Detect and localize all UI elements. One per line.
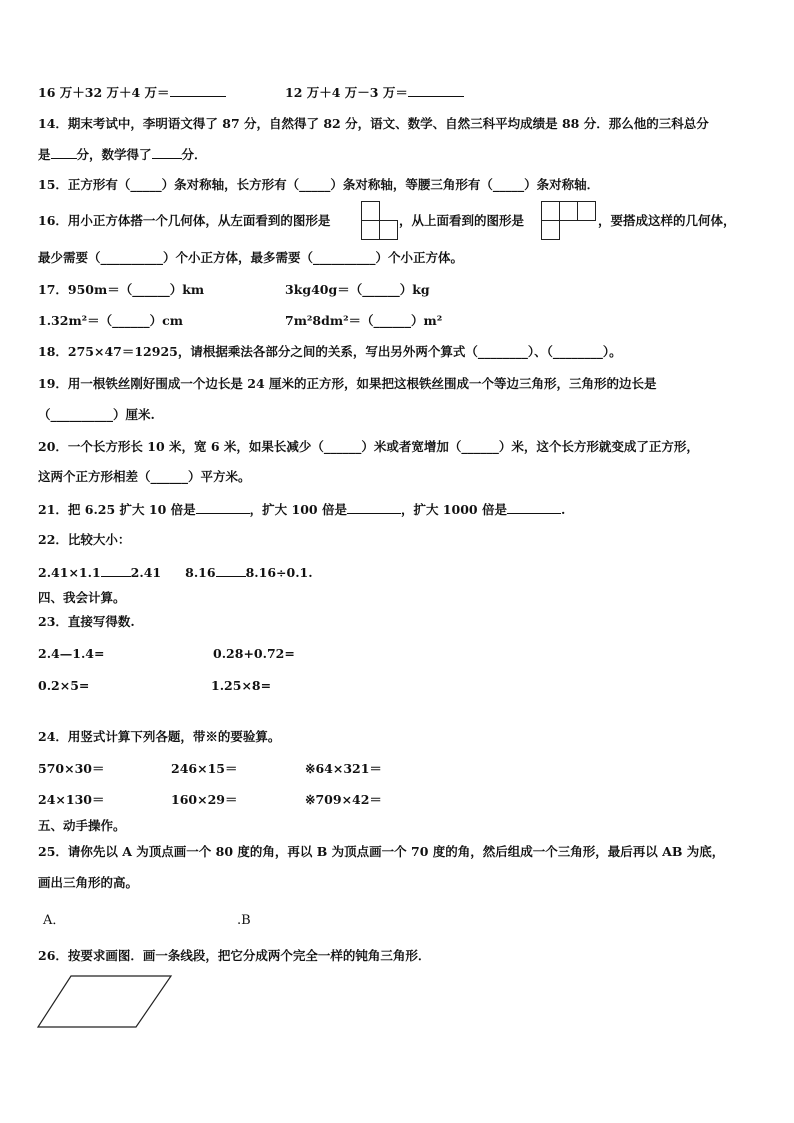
question-20-line1: 20．一个长方形长 10 米，宽 6 米，如果长减少（______）米或者宽增加（______）米，这个长方形就变成了正方形，	[38, 439, 699, 454]
question-22-comparisons	[38, 564, 313, 581]
q22-right-a: 2.41	[130, 565, 162, 580]
q14-text-mid: 分，数学得了	[76, 147, 152, 162]
question-14-line2	[38, 146, 207, 163]
top-view-square	[559, 201, 578, 221]
top-expression-b-line	[285, 84, 464, 101]
q24-expr-3: ※64×321＝	[305, 761, 382, 776]
top-view-square	[577, 201, 596, 221]
q23-expr-3: 0.2×5=	[38, 678, 90, 693]
q22-blank-a[interactable]	[101, 564, 131, 577]
question-17-a: 17．950m＝（______）km	[38, 282, 205, 297]
parallelogram-figure	[36, 973, 176, 1031]
point-b-label: .B	[237, 913, 251, 928]
question-26: 26．按要求画图．画一条线段，把它分成两个完全一样的钝角三角形．	[38, 948, 431, 963]
question-16-part-c: ，要搭成这样的几何体，	[598, 213, 736, 228]
question-24-title: 24．用竖式计算下列各题，带※的要验算。	[38, 729, 281, 744]
top-view-square	[541, 220, 560, 240]
question-25-line2: 画出三角形的高。	[38, 875, 139, 890]
q23-expr-2: 0.28+0.72=	[213, 646, 295, 661]
q14-total-blank[interactable]	[51, 146, 77, 159]
question-16-part-d: 最少需要（__________）个小正方体，最多需要（__________）个小正方体。	[38, 250, 464, 265]
q23-expr-4: 1.25×8=	[211, 678, 272, 693]
question-17-d: 7m²8dm²＝（______）m²	[285, 313, 443, 328]
q24-expr-1: 570×30＝	[38, 761, 105, 776]
left-view-square	[361, 220, 380, 240]
question-20-line2: 这两个正方形相差（______）平方米。	[38, 469, 251, 484]
q23-expr-1: 2.4—1.4=	[38, 646, 105, 661]
q21-blank-1000[interactable]	[507, 501, 561, 514]
question-17-c: 1.32m²＝（______）cm	[38, 313, 183, 328]
q24-expr-4: 24×130＝	[38, 792, 105, 807]
expr-12wan: 12 万＋4 万－3 万＝	[285, 85, 408, 100]
section-4-heading: 四、我会计算。	[38, 590, 126, 605]
question-16-part-a: 16．用小正方体搭一个几何体，从左面看到的图形是	[38, 213, 331, 228]
q21-text-d: .	[560, 502, 566, 517]
q22-right-b: 8.16÷0.1.	[245, 565, 313, 580]
parallelogram-shape	[38, 976, 171, 1027]
q22-left-a: 2.41×1.1	[38, 565, 101, 580]
question-19-line1: 19．用一根铁丝刚好围成一个边长是 24 厘米的正方形，如果把这根铁丝围成一个等边三角形，三角形的边长是	[38, 376, 657, 391]
q21-blank-10[interactable]	[196, 501, 250, 514]
left-view-square	[361, 201, 380, 221]
q22-blank-b[interactable]	[216, 564, 246, 577]
question-19-line2: （__________）厘米.	[38, 407, 155, 422]
q14-math-blank[interactable]	[152, 146, 182, 159]
left-view-square	[379, 220, 398, 240]
question-15: 15．正方形有（_____）条对称轴，长方形有（_____）条对称轴，等腰三角形有（_____）条对称轴．	[38, 177, 600, 192]
question-14-line1: 14．期末考试中，李明语文得了 87 分，自然得了 82 分，语文、数学、自然三科平均成绩是 88 分．那么他的三科总分	[38, 116, 709, 131]
q22-left-b: 8.16	[185, 565, 216, 580]
question-22-title: 22．比较大小：	[38, 532, 131, 547]
q14-text-post: 分．	[181, 147, 207, 162]
q21-text-c: ，扩大 1000 倍是	[400, 502, 507, 517]
question-18: 18．275×47＝12925，请根据乘法各部分之间的关系，写出另外两个算式（________）、（________）。	[38, 344, 622, 359]
question-17-b: 3kg40g＝（______）kg	[285, 282, 430, 297]
question-23-title: 23．直接写得数.	[38, 614, 135, 629]
q24-expr-2: 246×15＝	[171, 761, 238, 776]
expr-16wan: 16 万＋32 万＋4 万＝	[38, 85, 170, 100]
q21-text-a: 21．把 6.25 扩大 10 倍是	[38, 502, 196, 517]
q21-blank-100[interactable]	[347, 501, 401, 514]
answer-blank[interactable]	[408, 84, 464, 97]
section-5-heading: 五、动手操作。	[38, 818, 126, 833]
q24-expr-6: ※709×42＝	[305, 792, 382, 807]
q14-text-pre: 是	[38, 147, 51, 162]
question-21	[38, 501, 565, 518]
point-a-label: A．	[43, 913, 66, 928]
question-16-part-b: ，从上面看到的图形是	[399, 213, 525, 228]
question-25-line1: 25．请你先以 A 为顶点画一个 80 度的角，再以 B 为顶点画一个 70 度的角，然后组成一个三角形，最后再以 AB 为底，	[38, 844, 725, 859]
top-view-square	[541, 201, 560, 221]
q24-expr-5: 160×29＝	[171, 792, 238, 807]
top-expression-a-line	[38, 84, 226, 101]
q21-text-b: ，扩大 100 倍是	[249, 502, 347, 517]
answer-blank[interactable]	[170, 84, 226, 97]
